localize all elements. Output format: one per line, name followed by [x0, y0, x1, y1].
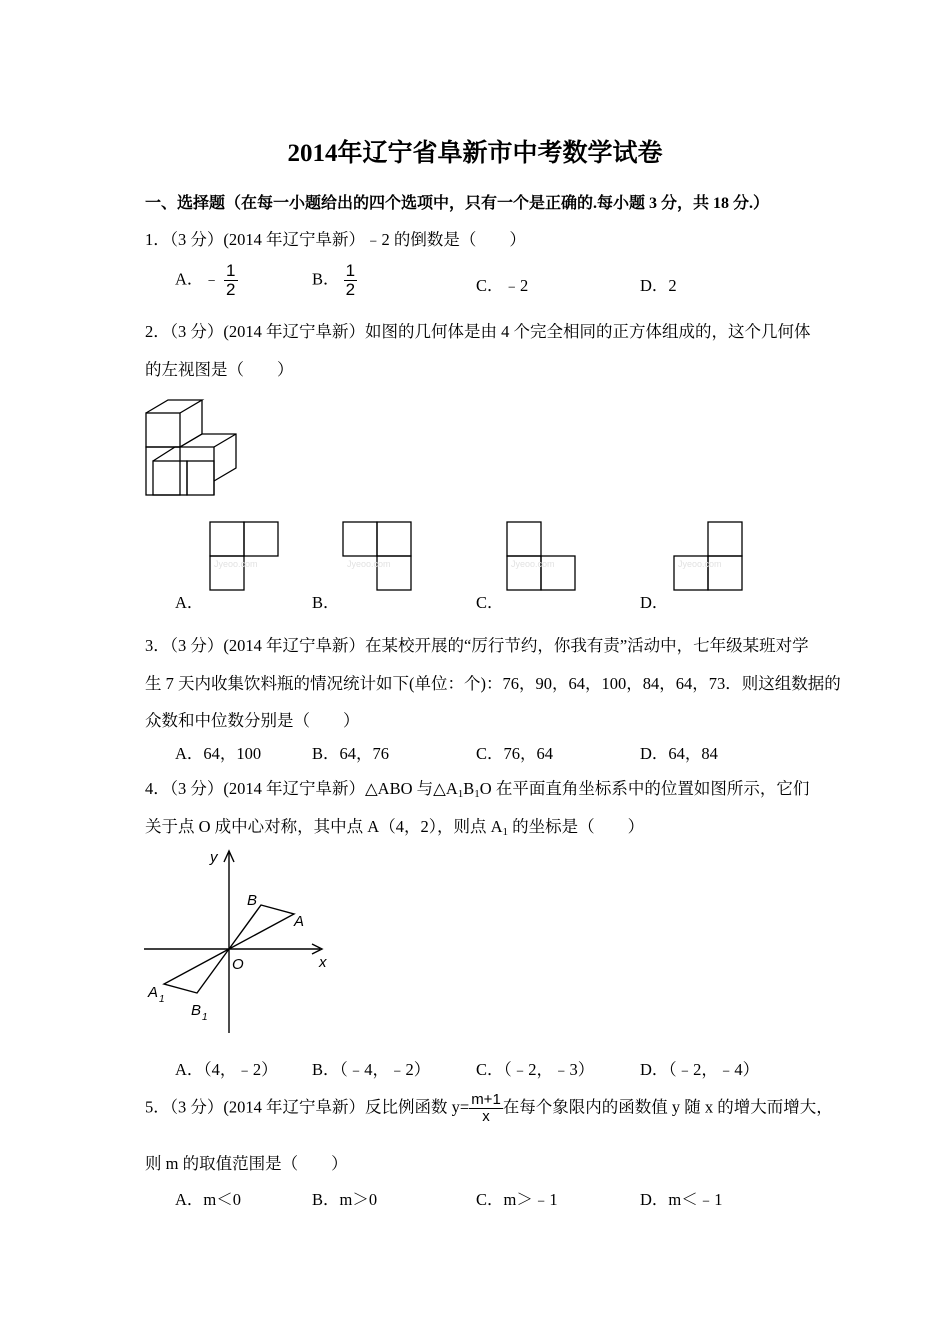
question-4-option-b: B．（﹣4，﹣2）	[312, 1060, 431, 1079]
question-4-option-a: A．（4，﹣2）	[175, 1060, 278, 1079]
question-2-option-b: B．	[312, 593, 340, 612]
question-4-option-c: C．（﹣2，﹣3）	[476, 1060, 595, 1079]
fraction	[224, 262, 237, 299]
y-label: y	[210, 849, 218, 866]
denominator: 2	[345, 280, 356, 299]
question-3-line-3: 众数和中位数分别是（ ）	[145, 711, 360, 730]
question-1-option-b	[312, 262, 357, 299]
question-4-line-2	[145, 813, 644, 837]
question-1-option-c: C．﹣2	[476, 276, 529, 295]
text-segment: 4．（3 分）(2014 年辽宁阜新）△ABO 与△A	[145, 779, 458, 798]
minus-sign: ﹣	[203, 269, 220, 289]
question-5-option-c: C．m＞﹣1	[476, 1190, 558, 1209]
point-b1-subscript: 1	[202, 1012, 208, 1023]
text-segment: 的坐标是（ ）	[508, 817, 645, 836]
text-segment: 在每个象限内的函数值 y 随 x 的增大而增大，	[502, 1097, 833, 1117]
text-segment: 5．（3 分）(2014 年辽宁阜新）反比例函数 y=	[145, 1097, 470, 1117]
question-5-line-2: 则 m 的取值范围是（ ）	[145, 1154, 348, 1173]
question-3-line-2: 生 7 天内收集饮料瓶的情况统计如下(单位：个)：76，90，64，100，84，64，73．则这组数据的	[145, 674, 841, 693]
text-segment: O 在平面直角坐标系中的位置如图所示，它们	[479, 779, 810, 798]
question-2-option-d: D．	[640, 593, 669, 612]
option-label: B．	[312, 269, 340, 289]
page-title: 2014年辽宁省阜新市中考数学试卷	[287, 140, 663, 167]
numerator: m+1	[471, 1091, 501, 1108]
question-1-stem: 1．（3 分）(2014 年辽宁阜新）﹣2 的倒数是（ ）	[145, 230, 526, 249]
text-segment: B	[463, 779, 475, 798]
question-2-option-c: C．	[476, 593, 504, 612]
watermark: Jyeoo.com	[347, 559, 391, 569]
question-5-option-d: D．m＜﹣1	[640, 1190, 723, 1209]
numerator: 1	[226, 261, 236, 280]
question-5-option-b: B．m＞0	[312, 1190, 378, 1209]
question-2-option-a: A．	[175, 593, 204, 612]
point-b-label: B	[247, 892, 258, 909]
point-a-label: A	[294, 913, 305, 930]
watermark: Jyeoo.com	[678, 559, 722, 569]
subscript: 1	[502, 826, 508, 838]
question-3-option-c: C．76，64	[476, 744, 554, 763]
question-4-line-1	[145, 775, 809, 799]
option-c-figure	[507, 522, 577, 592]
option-label: A．	[175, 269, 204, 289]
question-3-option-a: A．64，100	[175, 744, 262, 763]
point-a1-subscript: 1	[159, 994, 165, 1005]
question-1-option-d: D．2	[640, 276, 677, 295]
x-label: x	[319, 954, 327, 971]
option-a-figure	[210, 522, 280, 592]
subscript: 1	[474, 788, 480, 800]
question-5-option-a: A．m＜0	[175, 1190, 241, 1209]
coordinate-figure	[140, 845, 340, 1035]
question-3-line-1: 3．（3 分）(2014 年辽宁阜新）在某校开展的“厉行节约，你我有责”活动中，七年级某班对学	[145, 636, 809, 655]
fraction	[344, 262, 357, 299]
question-1-option-a	[175, 262, 238, 299]
triangle-a1b1o	[164, 949, 229, 993]
question-5-stem	[145, 1092, 833, 1125]
denominator: x	[482, 1108, 490, 1125]
fraction	[469, 1092, 503, 1125]
question-2-line-1: 2．（3 分）(2014 年辽宁阜新）如图的几何体是由 4 个完全相同的正方体组成的，这个几何体	[145, 322, 811, 341]
point-b1-label: B	[191, 1002, 202, 1019]
section-heading: 一、选择题（在每一小题给出的四个选项中，只有一个是正确的.每小题 3 分，共 18 分.）	[145, 195, 770, 212]
point-a1-label: A	[148, 984, 159, 1001]
question-4-option-d: D．（﹣2，﹣4）	[640, 1060, 760, 1079]
origin-label: O	[232, 956, 244, 973]
denominator: 2	[226, 280, 236, 299]
subscript: 1	[457, 788, 464, 800]
question-2-line-2: 的左视图是（ ）	[145, 360, 294, 379]
numerator: 1	[345, 261, 356, 280]
option-d-figure	[674, 522, 744, 592]
watermark: Jyeoo.com	[214, 559, 258, 569]
text-segment: 关于点 O 成中心对称，其中点 A（4，2），则点 A	[145, 817, 503, 836]
question-3-option-d: D．64，84	[640, 744, 718, 763]
triangle-abo	[229, 905, 294, 949]
option-b-figure	[343, 522, 413, 592]
cube-solid-figure	[140, 395, 250, 503]
question-3-option-b: B．64，76	[312, 744, 390, 763]
watermark: Jyeoo.com	[511, 559, 555, 569]
